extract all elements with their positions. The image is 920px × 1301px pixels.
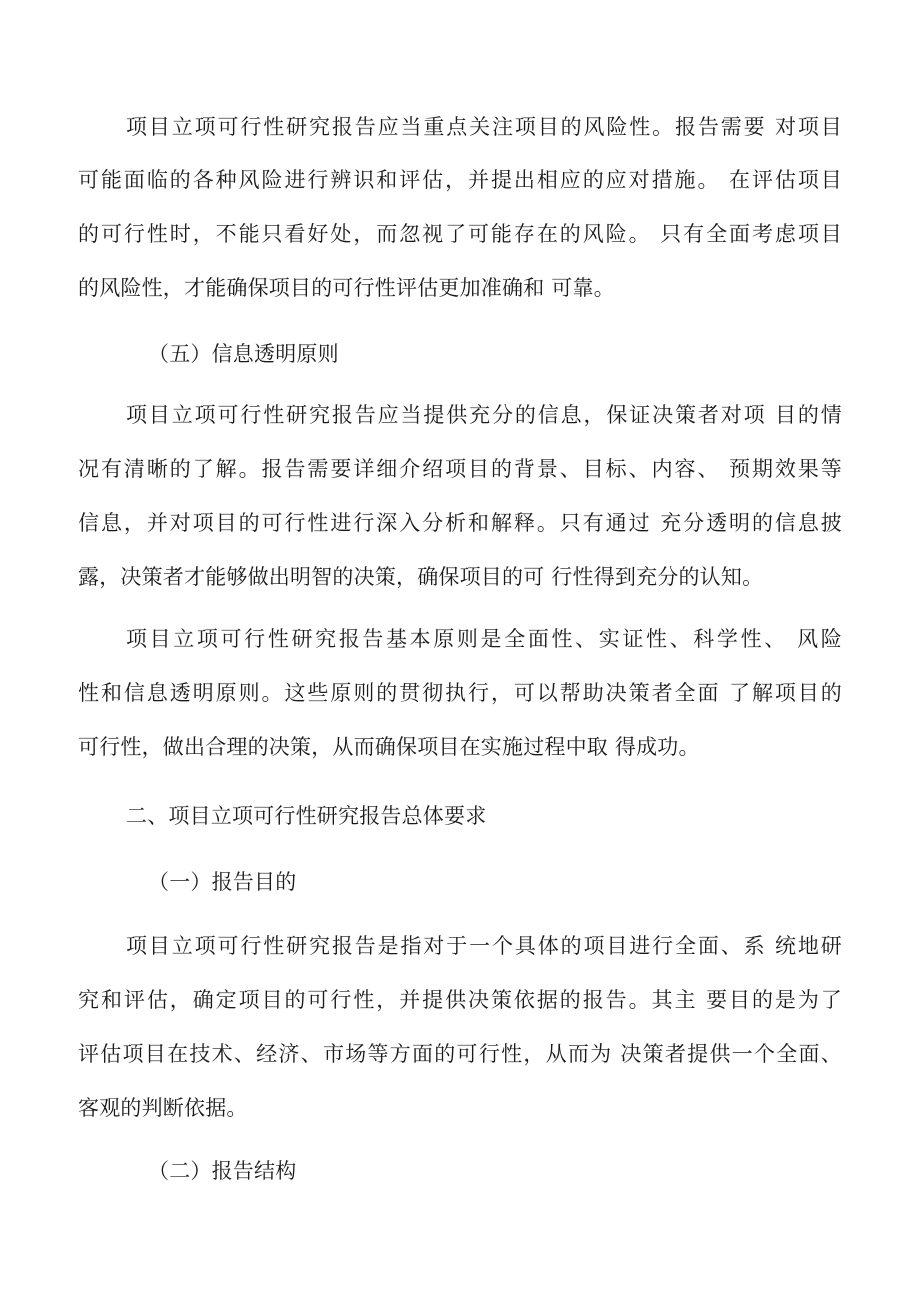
- paragraph-line: 项目立项可行性研究报告应当提供充分的信息，保证决策者对项 目的情: [126, 403, 842, 427]
- paragraph-line: 可能面临的各种风险进行辨识和评估，并提出相应的应对措施。 在评估项目: [78, 168, 842, 192]
- paragraph-line: 可行性，做出合理的决策，从而确保项目在实施过程中取 得成功。: [78, 735, 700, 759]
- paragraph-line: 性和信息透明原则。这些原则的贯彻执行，可以帮助决策者全面 了解项目的: [78, 681, 842, 705]
- paragraph-line: 露，决策者才能够做出明智的决策，确保项目的可 行性得到充分的认知。: [78, 565, 764, 589]
- paragraph-line: 究和评估，确定项目的可行性，并提供决策依据的报告。其主 要目的是为了: [78, 988, 842, 1012]
- paragraph-line: 的可行性时，不能只看好处，而忽视了可能存在的风险。 只有全面考虑项目: [78, 222, 842, 246]
- paragraph-line: 项目立项可行性研究报告是指对于一个具体的项目进行全面、系 统地研: [126, 934, 842, 958]
- paragraph-line: 客观的判断依据。: [78, 1096, 248, 1120]
- subheading: （二）报告结构: [148, 1159, 297, 1183]
- paragraph-line: 的风险性，才能确保项目的可行性评估更加准确和 可靠。: [78, 276, 615, 300]
- paragraph-line: 项目立项可行性研究报告应当重点关注项目的风险性。报告需要 对项目: [126, 115, 842, 139]
- subheading: （五）信息透明原则: [148, 342, 339, 366]
- paragraph-line: 况有清晰的了解。报告需要详细介绍项目的背景、目标、内容、 预期效果等: [78, 457, 842, 481]
- section-heading: 二、项目立项可行性研究报告总体要求: [126, 804, 487, 828]
- paragraph-line: 评估项目在技术、经济、市场等方面的可行性，从而为 决策者提供一个全面、: [78, 1042, 842, 1066]
- paragraph-line: 信息，并对项目的可行性进行深入分析和解释。只有通过 充分透明的信息披: [78, 511, 842, 535]
- subheading: （一）报告目的: [148, 870, 297, 894]
- paragraph-line: 项目立项可行性研究报告基本原则是全面性、实证性、科学性、 风险: [126, 627, 842, 651]
